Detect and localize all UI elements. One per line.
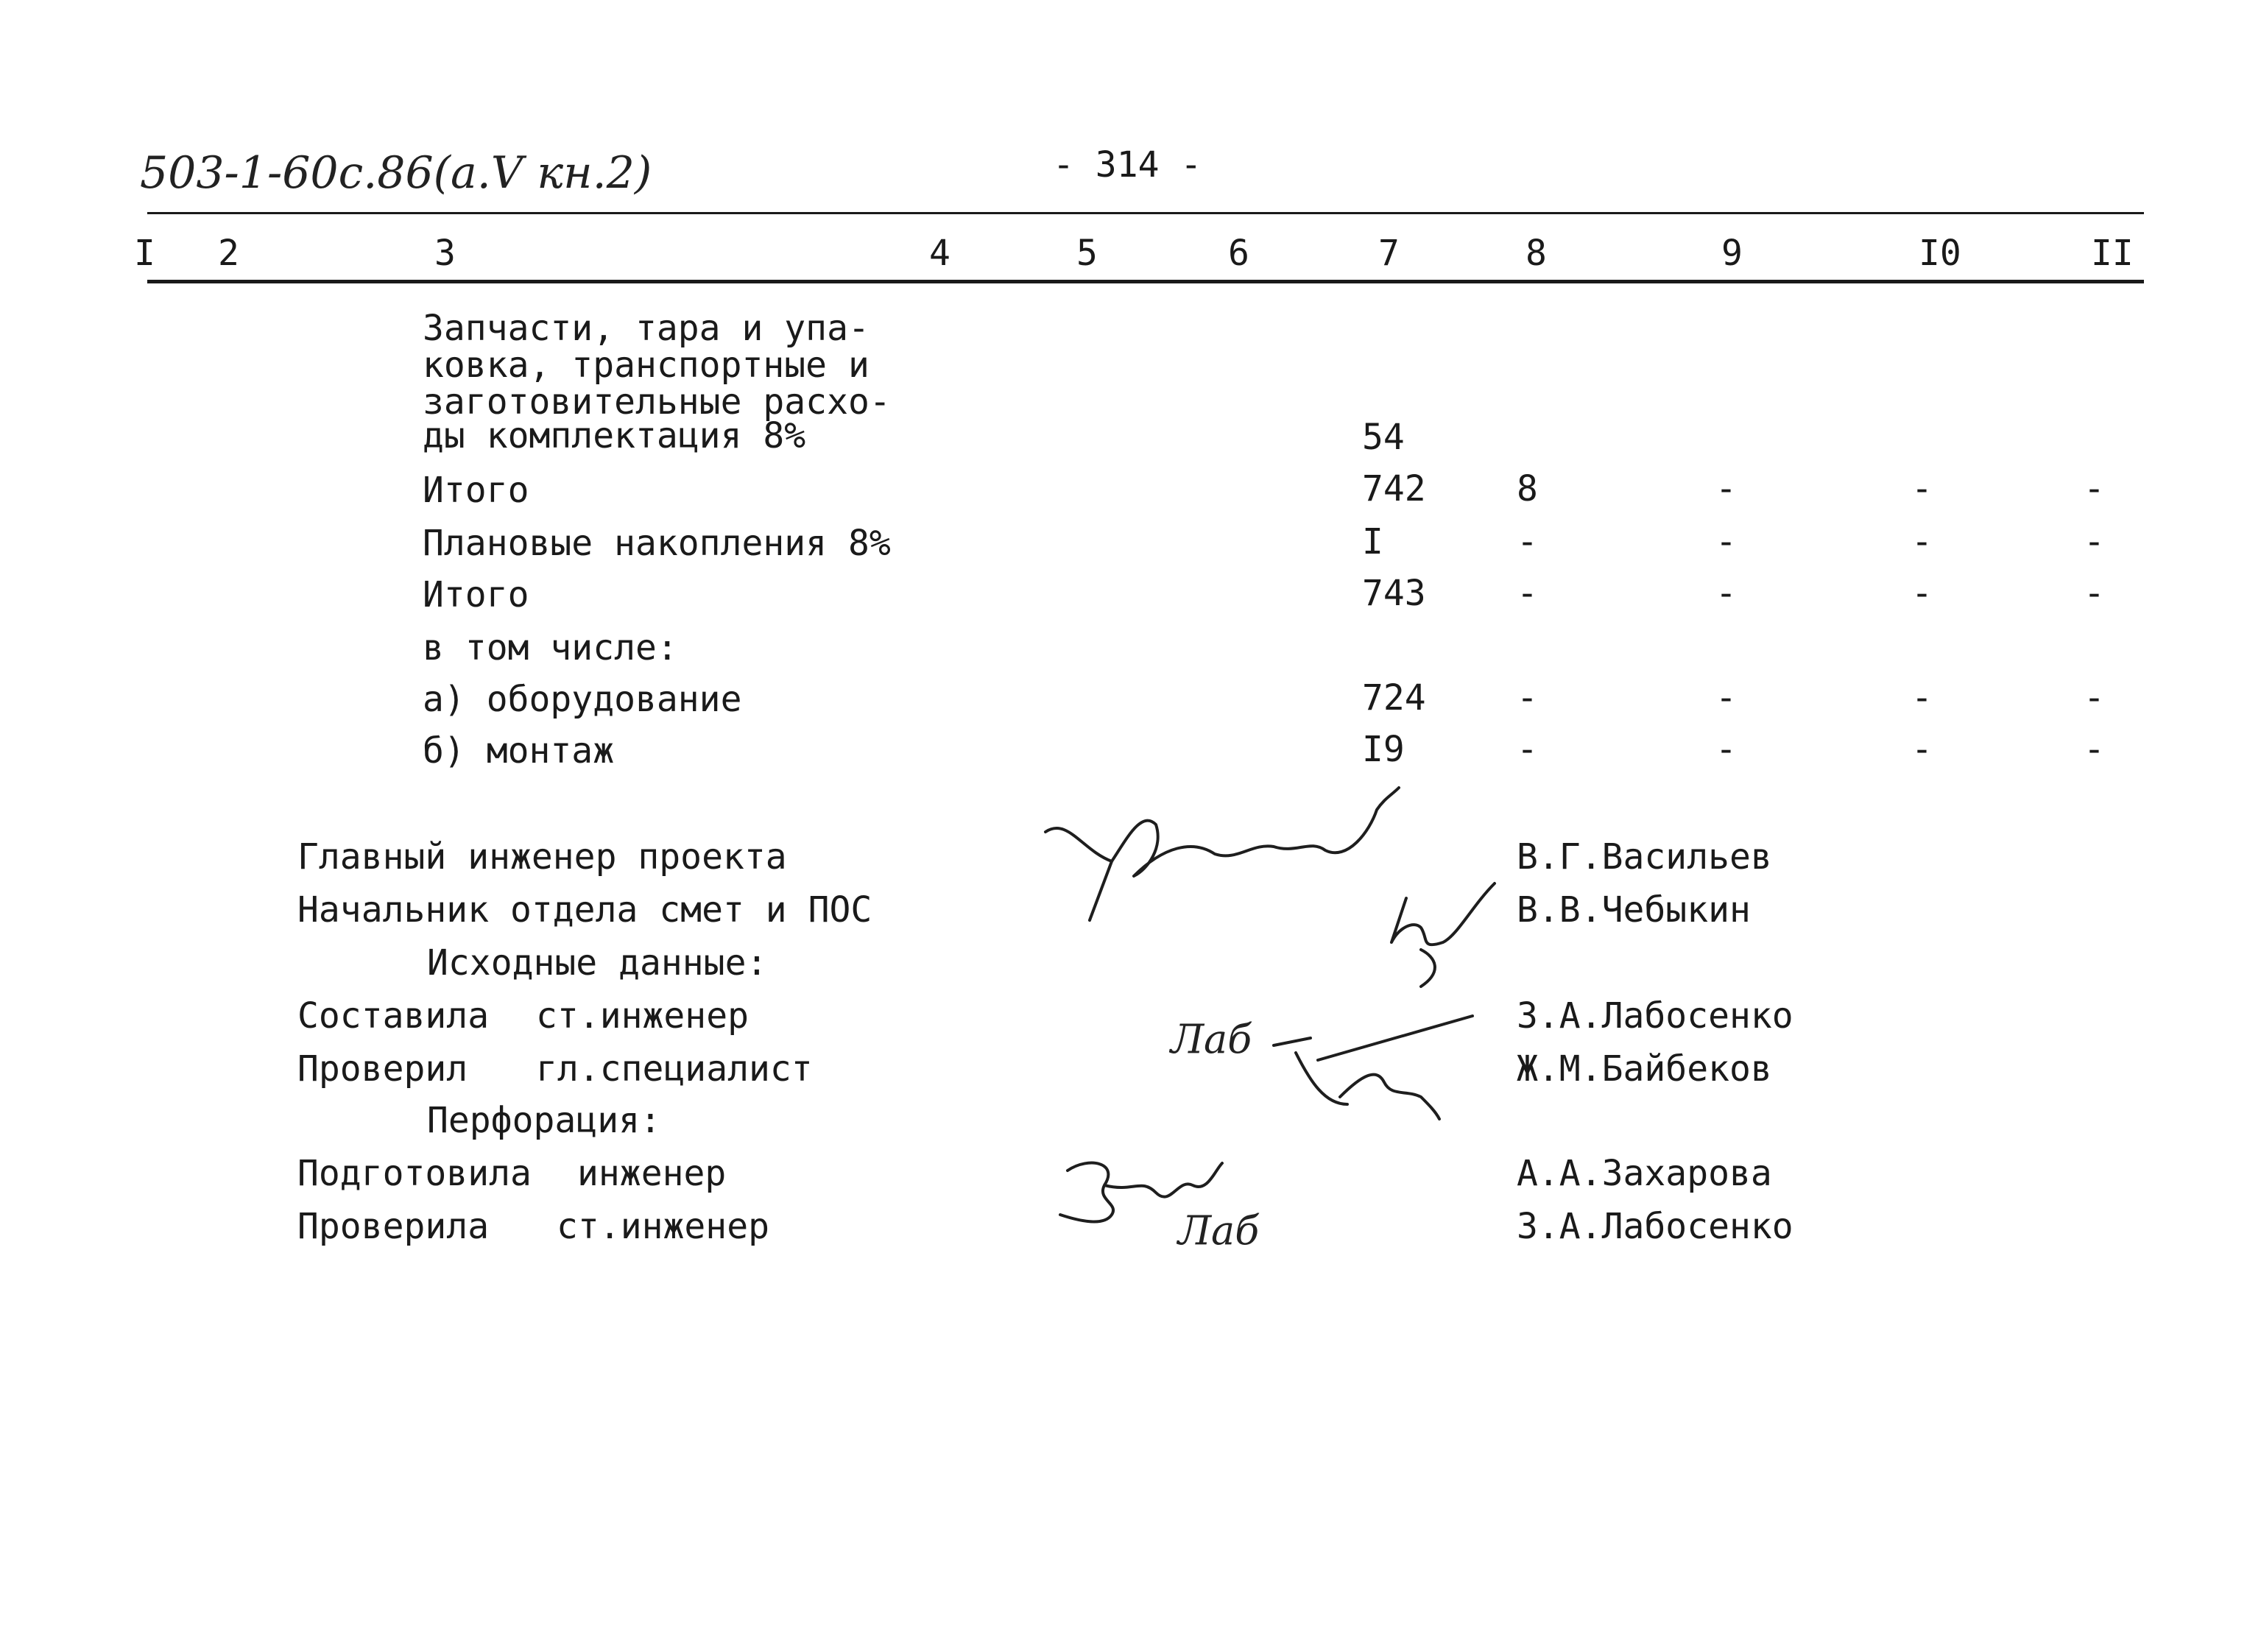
signature-chief-engineer (1031, 780, 1414, 928)
doc-code-handwritten: 503-1-60с.86(а.V кн.2) (140, 147, 652, 199)
row-value-col10: - (1911, 729, 1933, 770)
col-header-5: 5 (1076, 233, 1098, 274)
row-value-col8: 8 (1517, 468, 1538, 509)
col-header-6: 6 (1228, 233, 1249, 274)
prepared-title: инженер (577, 1153, 727, 1194)
checked2-name: З.А.Лабосенко (1517, 1206, 1793, 1247)
prepared-name: А.А.Захарова (1517, 1153, 1772, 1194)
row-value-col8: - (1517, 677, 1538, 719)
row-label: б) монтаж (423, 730, 615, 772)
page-number: - 314 - (1053, 144, 1202, 186)
checked2-role: Проверила (297, 1206, 490, 1247)
row-value-col10: - (1911, 677, 1933, 719)
row-value-col7: I9 (1362, 729, 1405, 770)
row-label-line: заготовительные расхо- (423, 381, 891, 423)
initials-mark-2: Лаб (1178, 1207, 1260, 1254)
head-of-dept-name: В.В.Чебыкин (1517, 889, 1751, 931)
row-label-line: Запчасти, тара и упа- (423, 308, 870, 349)
perforation-heading: Перфорация: (427, 1100, 661, 1141)
row-label: Итого (423, 574, 529, 615)
col-header-3: 3 (434, 233, 456, 274)
row-value-col9: - (1715, 468, 1737, 509)
row-label: в том числе: (423, 627, 678, 668)
header-top-rule (147, 212, 2144, 214)
row-value-col11: - (2084, 468, 2105, 509)
row-value-col10: - (1911, 468, 1933, 509)
row-value-col11: - (2084, 677, 2105, 719)
row-value-col10: - (1911, 573, 1933, 614)
checked-title: гл.специалист (536, 1048, 813, 1090)
signature-head-of-dept (1377, 869, 1509, 994)
checked2-title: ст.инженер (557, 1206, 769, 1247)
row-value-col10: - (1911, 521, 1933, 562)
row-label-line: ды комплектация 8% (423, 415, 806, 456)
signature-checked (1266, 1001, 1480, 1126)
row-label-line: ковка, транспортные и (423, 345, 870, 386)
row-value-col11: - (2084, 573, 2105, 614)
head-of-dept-role: Начальник отдела смет и ПОС (297, 889, 872, 931)
chief-engineer-name: В.Г.Васильев (1517, 836, 1772, 878)
col-header-2: 2 (218, 233, 239, 274)
prepared-role: Подготовила (297, 1153, 532, 1194)
col-header-9: 9 (1721, 233, 1743, 274)
compiled-role: Составила (297, 995, 490, 1037)
row-value-col8: - (1517, 573, 1538, 614)
row-value-col9: - (1715, 573, 1737, 614)
chief-engineer-role: Главный инженер проекта (297, 836, 787, 878)
col-header-8: 8 (1525, 233, 1547, 274)
compiled-title: ст.инженер (536, 995, 749, 1037)
row-label: а) оборудование (423, 679, 742, 720)
initials-mark-1: Лаб (1171, 1016, 1252, 1062)
col-header-10: I0 (1919, 233, 1961, 274)
row-label: Плановые накопления 8% (423, 523, 891, 564)
checked-name: Ж.М.Байбеков (1517, 1048, 1772, 1090)
header-bottom-rule (147, 280, 2144, 283)
col-header-1: I (134, 233, 155, 274)
row-value-col8: - (1517, 521, 1538, 562)
row-value-col11: - (2084, 729, 2105, 770)
col-header-4: 4 (929, 233, 950, 274)
row-value-col9: - (1715, 521, 1737, 562)
col-header-7: 7 (1378, 233, 1400, 274)
compiled-name: З.А.Лабосенко (1517, 995, 1793, 1037)
row-value-col7: 743 (1362, 573, 1426, 614)
row-value-col9: - (1715, 677, 1737, 719)
source-data-heading: Исходные данные: (427, 942, 768, 984)
row-value-col7: I (1362, 521, 1383, 562)
col-header-11: II (2091, 233, 2134, 274)
row-value-col7: 724 (1362, 677, 1426, 719)
row-value-col11: - (2084, 521, 2105, 562)
row-value-col7: 742 (1362, 468, 1426, 509)
row-value-col7: 54 (1362, 417, 1405, 458)
row-label: Итого (423, 470, 529, 511)
checked-role: Проверил (297, 1048, 468, 1090)
row-value-col9: - (1715, 729, 1737, 770)
row-value-col8: - (1517, 729, 1538, 770)
